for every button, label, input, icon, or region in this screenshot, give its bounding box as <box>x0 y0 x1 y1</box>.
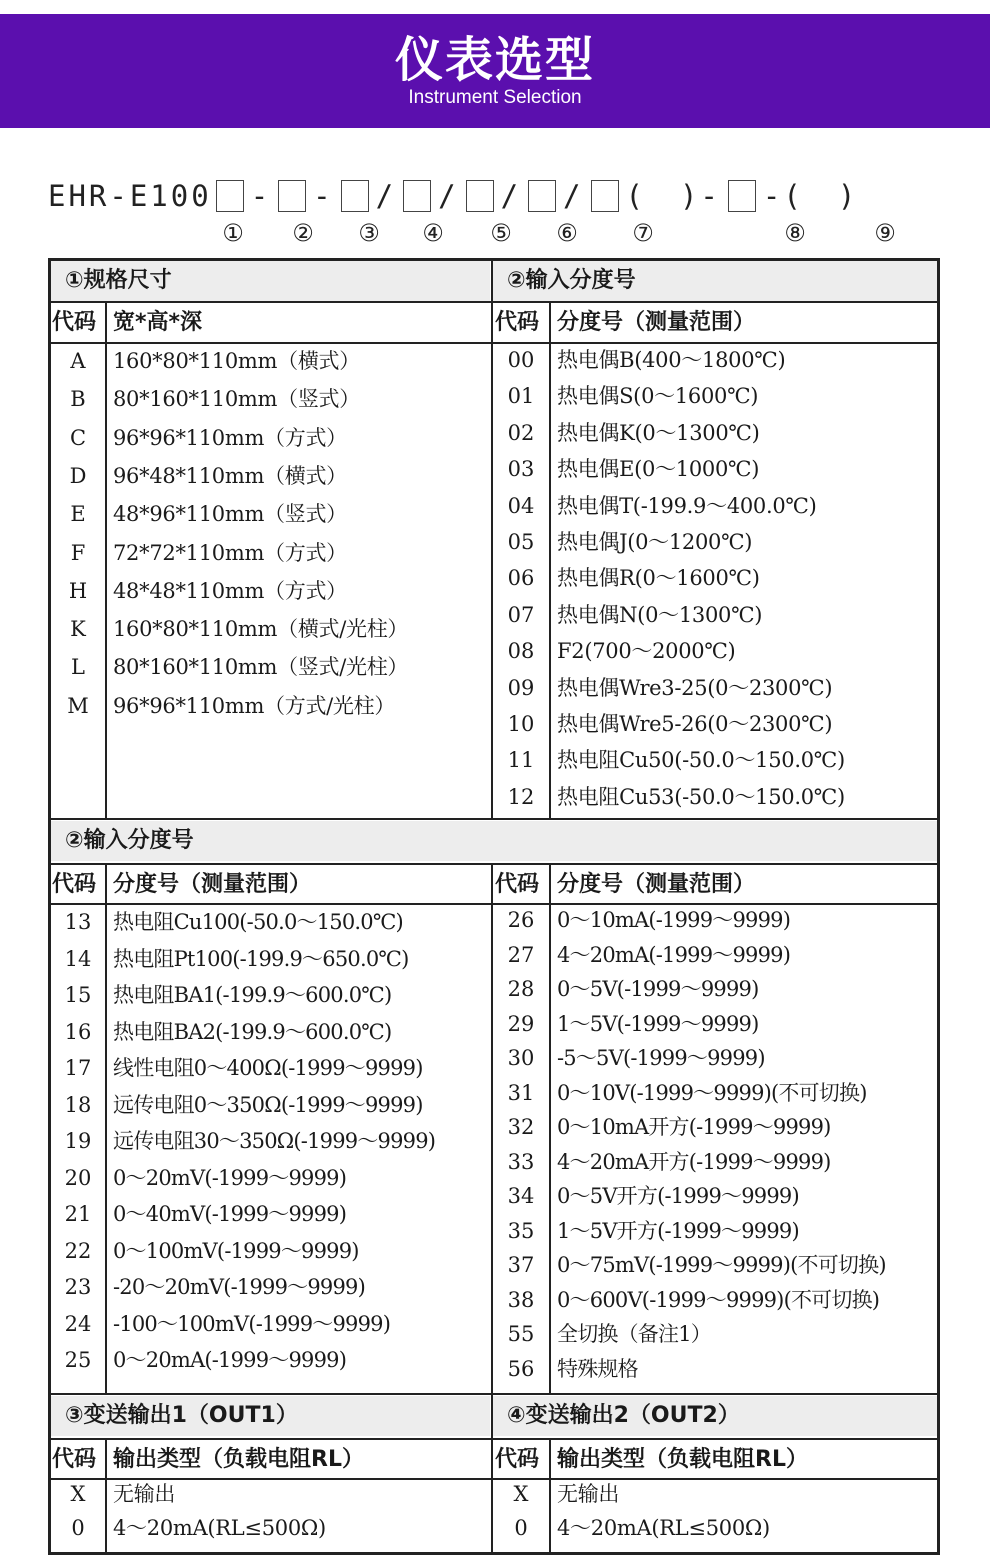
section-header: ②输入分度号 <box>493 261 937 301</box>
divider <box>48 1393 940 1395</box>
row-code: 0 <box>71 1516 85 1540</box>
row-code: 07 <box>507 602 535 627</box>
model-code-template <box>48 174 861 218</box>
row-description: 0～40mV(-1999～9999) <box>113 1202 347 1226</box>
row-description: 72*72*110mm（方式） <box>113 540 347 565</box>
row-code: L <box>71 655 85 680</box>
row-code: 15 <box>64 983 92 1007</box>
row-code: M <box>67 693 89 718</box>
marker-9: ⑨ <box>874 219 896 247</box>
column-header-code: 代码 <box>495 1447 540 1472</box>
row-description: 热电偶B(400～1800℃) <box>557 348 786 372</box>
row-code: 00 <box>507 348 535 372</box>
row-code: 02 <box>507 420 535 445</box>
row-code: 25 <box>64 1348 92 1372</box>
model-separator: / <box>500 179 522 213</box>
column-header-code: 代码 <box>52 310 97 335</box>
page-title: 仪表选型 <box>394 32 595 88</box>
row-code: 03 <box>507 457 535 482</box>
column-header-code: 代码 <box>495 872 540 897</box>
model-prefix: EHR-E100 <box>48 179 212 213</box>
row-description: F2(700～2000℃) <box>557 639 736 664</box>
code-box-2 <box>278 180 306 212</box>
row-description: 特殊规格 <box>557 1356 638 1381</box>
model-position-markers <box>0 218 990 248</box>
model-separator: )- <box>679 179 721 213</box>
row-code: 23 <box>64 1275 92 1299</box>
row-description: 热电偶N(0～1300℃) <box>557 602 763 627</box>
column-header-code: 代码 <box>52 872 97 897</box>
column-header-desc: 宽*高*深 <box>113 310 203 335</box>
row-description: 热电阻Pt100(-199.9～650.0℃) <box>113 946 409 971</box>
row-description: 热电偶Wre5-26(0～2300℃) <box>557 712 833 736</box>
row-code: 20 <box>64 1165 92 1190</box>
model-separator: / <box>375 179 397 213</box>
column-header-desc: 分度号（测量范围） <box>113 872 312 897</box>
row-code: 32 <box>507 1115 535 1139</box>
row-description: 热电偶R(0～1600℃) <box>557 566 760 591</box>
row-code: 0 <box>514 1516 528 1540</box>
row-code: 05 <box>507 530 535 554</box>
row-code: 09 <box>507 675 535 700</box>
row-code: 55 <box>507 1322 535 1346</box>
section-header: ③变送输出1（OUT1） <box>51 1396 490 1436</box>
title-banner <box>0 14 990 128</box>
model-separator: -( <box>762 179 804 213</box>
row-code: 27 <box>507 942 535 967</box>
row-code: 04 <box>507 493 535 518</box>
row-code: 21 <box>64 1202 92 1226</box>
model-separator: ) <box>837 179 859 213</box>
code-box-3 <box>341 180 369 212</box>
row-description: 4～20mA(-1999～9999) <box>557 942 791 967</box>
code-box-6 <box>528 180 556 212</box>
row-description: 48*48*110mm（方式） <box>113 578 347 603</box>
code-box-1 <box>216 180 244 212</box>
row-description: 远传电阻0～350Ω(-1999～9999) <box>113 1092 423 1117</box>
row-code: 12 <box>507 784 535 809</box>
divider <box>549 301 551 818</box>
marker-6: ⑥ <box>556 219 578 247</box>
row-code: A <box>70 349 86 373</box>
row-description: 0～100mV(-1999～9999) <box>113 1238 359 1263</box>
marker-1: ① <box>222 219 244 247</box>
row-description: 4～20mA(RL≤500Ω) <box>113 1516 326 1540</box>
row-description: 96*96*110mm（方式） <box>113 425 347 450</box>
code-box-4 <box>403 180 431 212</box>
row-code: X <box>513 1482 529 1506</box>
section-header: ①规格尺寸 <box>51 261 490 301</box>
row-code: 19 <box>64 1129 92 1153</box>
row-code: 37 <box>507 1253 535 1277</box>
model-separator: - <box>250 179 272 213</box>
row-description: 线性电阻0～400Ω(-1999～9999) <box>113 1056 423 1080</box>
row-code: 34 <box>507 1184 535 1208</box>
marker-5: ⑤ <box>490 219 512 247</box>
row-code: 16 <box>64 1019 92 1044</box>
row-code: K <box>70 617 86 642</box>
row-description: 热电阻BA1(-199.9～600.0℃) <box>113 983 392 1007</box>
row-code: 14 <box>64 946 92 971</box>
row-description: 热电阻Cu53(-50.0～150.0℃) <box>557 784 845 809</box>
row-description: -5～5V(-1999～9999) <box>557 1046 765 1070</box>
model-separator: ( <box>625 179 646 213</box>
row-code: 13 <box>64 910 92 934</box>
row-description: 热电偶E(0～1000℃) <box>557 457 760 482</box>
row-description: 96*48*110mm（横式） <box>113 463 347 488</box>
row-description: 热电偶S(0～1600℃) <box>557 384 759 409</box>
row-code: 26 <box>507 908 535 932</box>
row-description: 无输出 <box>113 1482 176 1506</box>
code-box-5 <box>466 180 494 212</box>
row-description: 4～20mA开方(-1999～9999) <box>557 1149 831 1174</box>
marker-4: ④ <box>422 219 444 247</box>
row-code: 06 <box>507 566 535 591</box>
row-description: 48*96*110mm（竖式） <box>113 502 347 527</box>
section-header: ②输入分度号 <box>51 821 937 861</box>
row-code: F <box>70 540 86 565</box>
row-description: 160*80*110mm（横式/光柱） <box>113 617 409 642</box>
row-description: 热电阻BA2(-199.9～600.0℃) <box>113 1019 392 1044</box>
row-code: 35 <box>507 1218 535 1243</box>
model-separator: / <box>438 179 459 213</box>
column-header-desc: 输出类型（负载电阻RL） <box>557 1447 808 1472</box>
row-code: 24 <box>64 1311 92 1336</box>
row-description: -100～100mV(-1999～9999) <box>113 1311 391 1336</box>
divider <box>105 1438 107 1553</box>
divider <box>549 1438 551 1553</box>
column-header-code: 代码 <box>495 310 540 335</box>
row-description: 0～10mA(-1999～9999) <box>557 908 791 932</box>
row-description: 0～10V(-1999～9999)(不可切换) <box>557 1080 867 1105</box>
row-description: 远传电阻30～350Ω(-1999～9999) <box>113 1129 436 1153</box>
row-description: 0～20mV(-1999～9999) <box>113 1165 347 1190</box>
row-description: 0～600V(-1999～9999)(不可切换) <box>557 1287 880 1312</box>
section-header: ④变送输出2（OUT2） <box>493 1396 937 1436</box>
row-code: 01 <box>507 384 535 409</box>
row-code: 28 <box>507 977 535 1001</box>
row-description: 热电阻Cu100(-50.0～150.0℃) <box>113 910 403 934</box>
row-code: 56 <box>507 1356 535 1381</box>
row-description: 热电偶T(-199.9～400.0℃) <box>557 493 817 518</box>
row-description: 热电偶Wre3-25(0～2300℃) <box>557 675 833 700</box>
row-code: D <box>69 463 87 488</box>
row-description: 1～5V(-1999～9999) <box>557 1011 759 1036</box>
row-code: 29 <box>507 1011 535 1036</box>
row-description: 0～75mV(-1999～9999)(不可切换) <box>557 1253 886 1277</box>
marker-7: ⑦ <box>632 219 654 247</box>
divider <box>48 818 940 820</box>
row-description: -20～20mV(-1999～9999) <box>113 1275 365 1299</box>
column-header-desc: 分度号（测量范围） <box>557 872 756 897</box>
model-separator: / <box>563 179 584 213</box>
row-description: 4～20mA(RL≤500Ω) <box>557 1516 770 1540</box>
model-separator: - <box>313 179 334 213</box>
row-description: 无输出 <box>557 1482 620 1506</box>
row-description: 80*160*110mm（竖式/光柱） <box>113 655 409 680</box>
row-code: 22 <box>64 1238 92 1263</box>
row-description: 0～20mA(-1999～9999) <box>113 1348 347 1372</box>
column-header-desc: 输出类型（负载电阻RL） <box>113 1447 364 1472</box>
row-code: H <box>68 578 88 603</box>
row-code: C <box>69 425 87 450</box>
row-description: 0～5V开方(-1999～9999) <box>557 1184 799 1208</box>
divider <box>105 301 107 818</box>
marker-3: ③ <box>358 219 380 247</box>
row-code: 38 <box>507 1287 535 1312</box>
row-description: 80*160*110mm（竖式） <box>113 387 360 412</box>
row-code: B <box>70 387 86 412</box>
column-header-code: 代码 <box>52 1447 97 1472</box>
row-description: 全切换（备注1） <box>557 1322 711 1346</box>
row-code: X <box>70 1482 86 1506</box>
divider <box>549 863 551 1393</box>
row-description: 0～5V(-1999～9999) <box>557 977 759 1001</box>
row-description: 热电偶K(0～1300℃) <box>557 420 760 445</box>
row-description: 1～5V开方(-1999～9999) <box>557 1218 799 1243</box>
row-code: 17 <box>64 1056 92 1080</box>
row-code: 31 <box>507 1080 535 1105</box>
row-code: 33 <box>507 1149 535 1174</box>
row-code: 11 <box>507 748 535 773</box>
row-description: 热电阻Cu50(-50.0～150.0℃) <box>557 748 845 773</box>
divider <box>105 863 107 1393</box>
row-description: 96*96*110mm（方式/光柱） <box>113 693 396 718</box>
code-box-7 <box>591 180 619 212</box>
column-header-desc: 分度号（测量范围） <box>557 310 756 335</box>
row-code: E <box>70 502 86 527</box>
marker-8: ⑧ <box>784 219 806 247</box>
code-box-8 <box>728 180 756 212</box>
row-description: 热电偶J(0～1200℃) <box>557 530 753 554</box>
row-code: 30 <box>507 1046 535 1070</box>
marker-2: ② <box>292 219 314 247</box>
row-description: 0～10mA开方(-1999～9999) <box>557 1115 831 1139</box>
row-description: 160*80*110mm（横式） <box>113 349 360 373</box>
row-code: 18 <box>64 1092 92 1117</box>
row-code: 08 <box>507 639 535 664</box>
page-subtitle: Instrument Selection <box>408 87 582 108</box>
row-code: 10 <box>507 712 535 736</box>
